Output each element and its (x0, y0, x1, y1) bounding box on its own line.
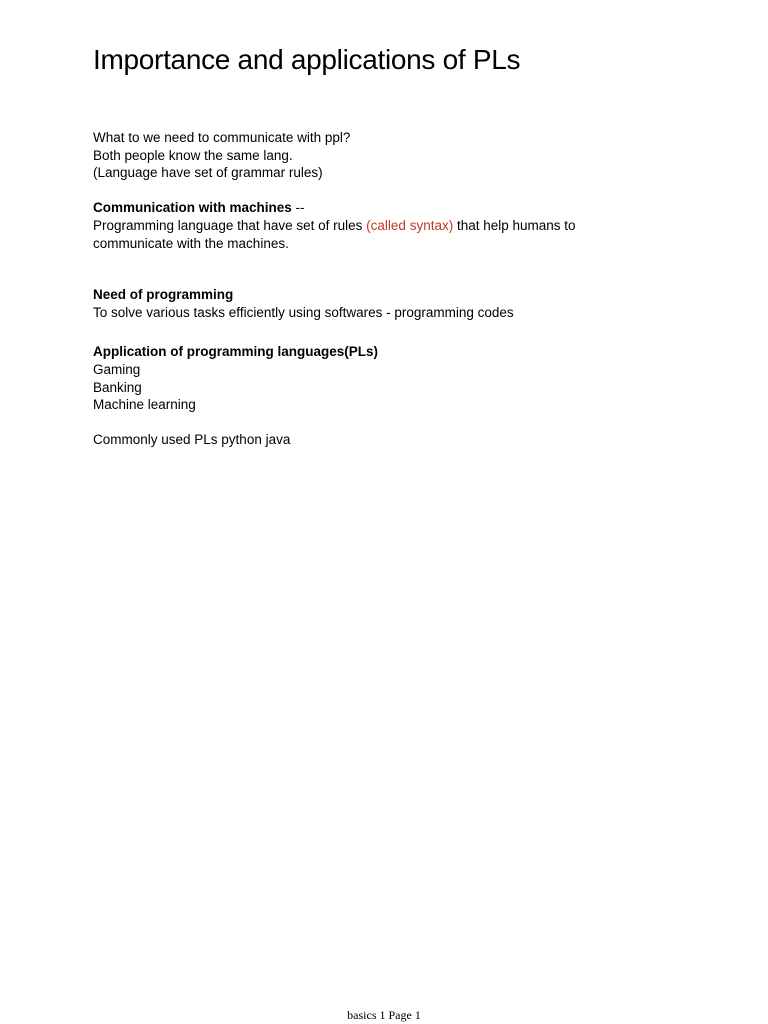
application-item-machine-learning: Machine learning (93, 397, 196, 413)
syntax-highlight: (called syntax) (366, 217, 454, 233)
spacer (93, 321, 693, 343)
spacer (93, 252, 693, 286)
communication-line-2: communicate with the machines. (93, 235, 289, 251)
need-text: To solve various tasks efficiently using softwares - programming codes (93, 304, 514, 320)
intro-line-1: What to we need to communicate with ppl? (93, 130, 351, 145)
document-body (93, 129, 693, 449)
page-title: Importance and applications of PLs (93, 44, 521, 75)
application-item-gaming: Gaming (93, 361, 141, 377)
intro-line-2: Both people know the same lang. (93, 147, 293, 163)
communication-text-after: that help humans to (453, 217, 576, 233)
communication-heading: Communication with machines (93, 200, 292, 216)
communication-heading-suffix: -- (291, 200, 305, 216)
communication-heading-line (93, 199, 693, 217)
spacer (93, 182, 693, 200)
applications-heading: Application of programming languages(PLs) (93, 344, 379, 360)
intro-line-3: (Language have set of grammar rules) (93, 165, 323, 181)
common-pls-line: Commonly used PLs python java (93, 432, 291, 448)
spacer (93, 414, 693, 432)
communication-text-before: Programming language that have set of rules (93, 217, 367, 233)
page-footer: basics 1 Page 1 (347, 1008, 421, 1022)
application-item-banking: Banking (93, 379, 142, 395)
communication-line-1 (93, 217, 693, 235)
need-heading: Need of programming (93, 287, 234, 303)
